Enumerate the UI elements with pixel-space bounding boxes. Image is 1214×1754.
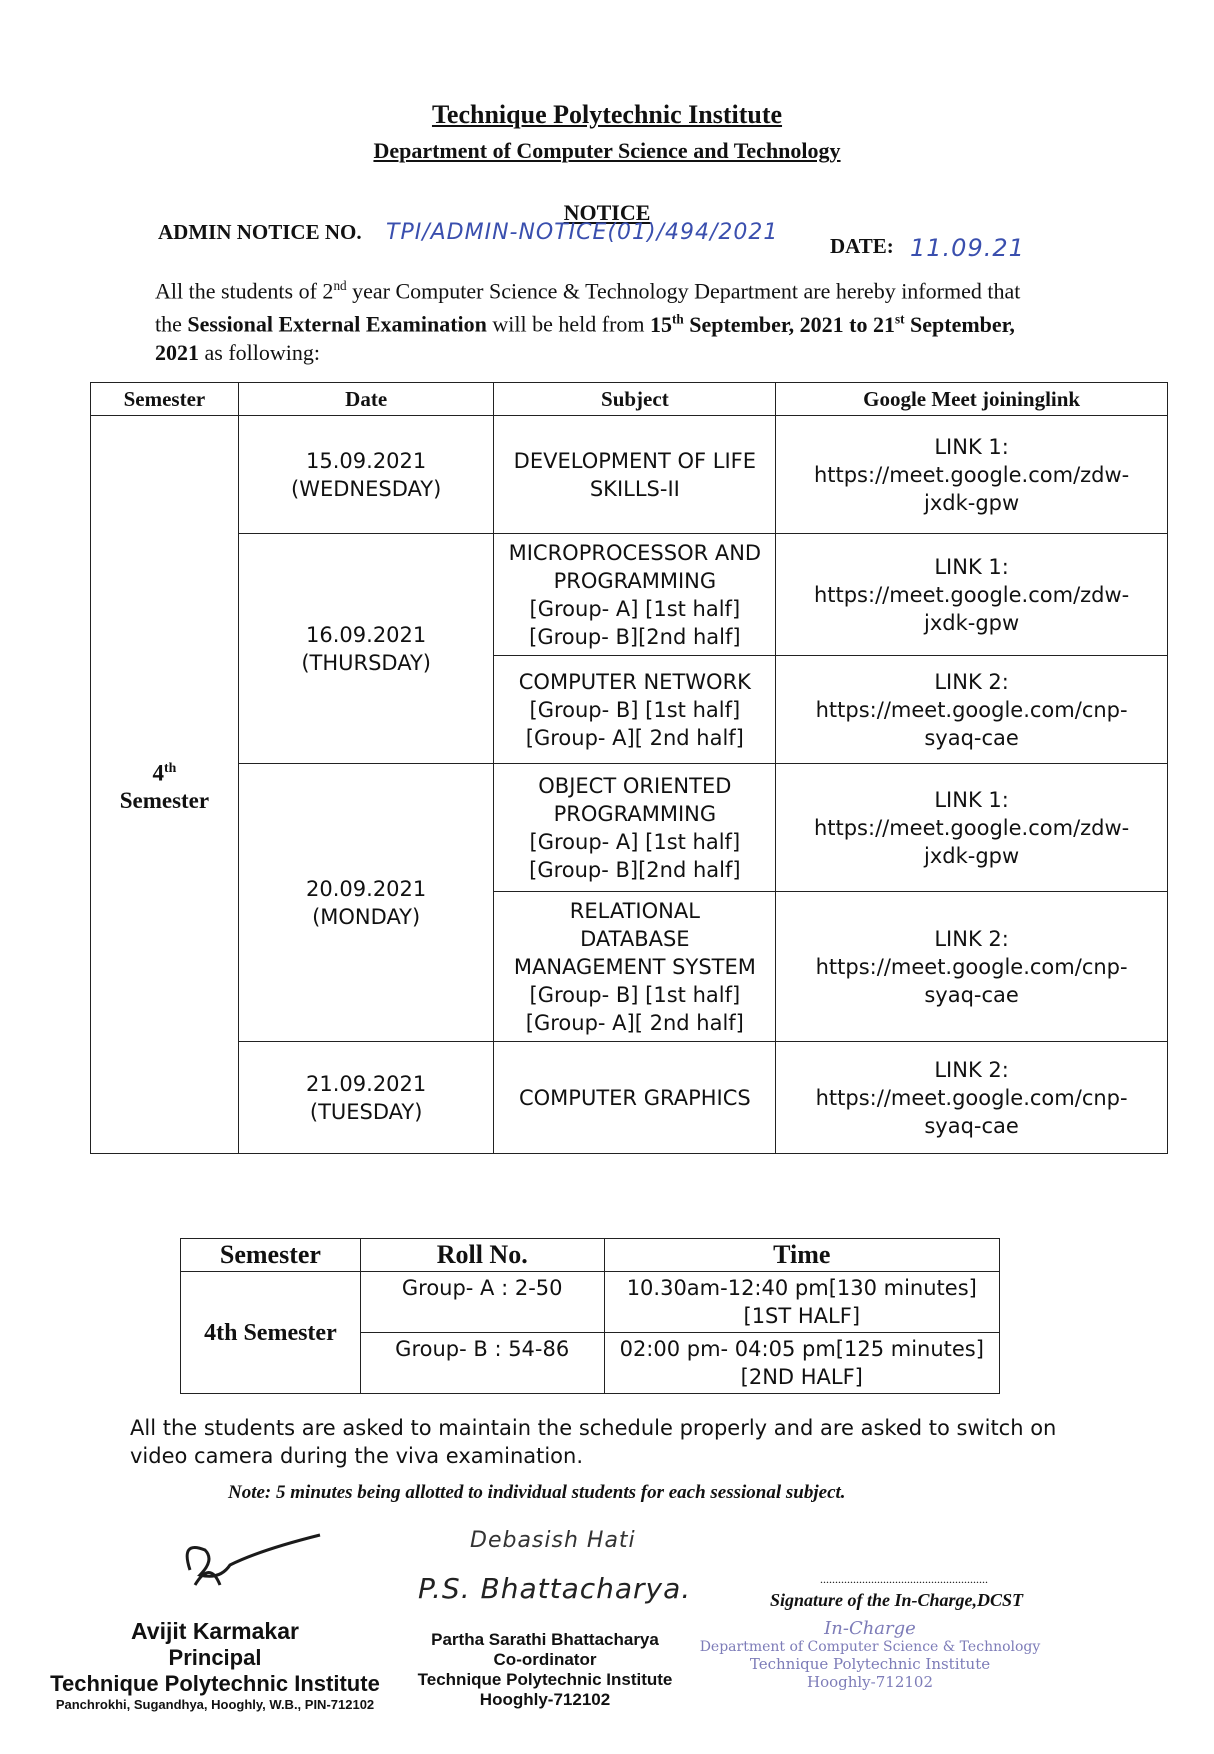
closing-paragraph (130, 1414, 1090, 1470)
notice-number-label: ADMIN NOTICE NO. (158, 220, 362, 244)
coordinator-name: Partha Sarathi Bhattacharya (431, 1630, 659, 1649)
principal-org: Technique Polytechnic Institute (50, 1671, 380, 1696)
meet-link-cell[interactable]: LINK 2: https://meet.google.com/cnp- syaq-cae (776, 656, 1168, 764)
col-header-subject: Subject (494, 383, 776, 416)
meet-link-cell[interactable]: LINK 1: https://meet.google.com/zdw- jxdk-gpw (776, 534, 1168, 656)
roll-cell: Group- B : 54-86 (360, 1333, 604, 1394)
col-header-time: Time (604, 1239, 999, 1272)
institute-title: Technique Polytechnic Institute (431, 100, 783, 129)
roll-cell: Group- A : 2-50 (360, 1272, 604, 1333)
note-text: Note: 5 minutes being allotted to individual students for each sessional subject. (228, 1482, 846, 1503)
table-row (91, 1042, 1168, 1154)
date-value: 11.09.21 (910, 234, 1025, 262)
intro-line-2: the Sessional External Examination will be held from 15th September, 2021 to 21st September, (155, 311, 1015, 337)
exam-schedule-table (90, 382, 1168, 1154)
slot-header-row (181, 1239, 1000, 1272)
closing-line-1: All the students are asked to maintain the schedule properly and are asked to switch on (130, 1416, 1057, 1440)
incharge-signature-label: Signature of the In-Charge,DCST (770, 1590, 1024, 1610)
subject-cell: DEVELOPMENT OF LIFE SKILLS-II (494, 416, 776, 534)
time-slot-table (180, 1238, 1000, 1394)
principal-name: Avijit Karmakar (131, 1618, 299, 1644)
subject-cell: OBJECT ORIENTED PROGRAMMING [Group- A] [1st half] [Group- B][2nd half] (494, 764, 776, 892)
stamp-org: Technique Polytechnic Institute (749, 1655, 991, 1673)
intro-line-3: 2021 as following: (155, 339, 320, 365)
coordinator-org: Technique Polytechnic Institute (417, 1670, 673, 1689)
time-cell: 02:00 pm- 04:05 pm[125 minutes] [2ND HALF] (604, 1333, 999, 1394)
slot-semester-cell: 4th Semester (181, 1272, 361, 1394)
notice-number-value: TPI/ADMIN-NOTICE(01)/494/2021 (386, 220, 779, 245)
subject-cell: COMPUTER GRAPHICS (494, 1042, 776, 1154)
principal-block (30, 1618, 400, 1712)
subject-cell: COMPUTER NETWORK [Group- B] [1st half] [Group- A][ 2nd half] (494, 656, 776, 764)
coordinator-block (400, 1630, 690, 1710)
col-header-semester: Semester (181, 1239, 361, 1272)
time-cell: 10.30am-12:40 pm[130 minutes] [1ST HALF] (604, 1272, 999, 1333)
schedule-header-row (91, 383, 1168, 416)
handwritten-name-top: Debasish Hati (470, 1528, 636, 1553)
table-row (91, 416, 1168, 534)
meet-link-cell[interactable]: LINK 1: https://meet.google.com/zdw- jxdk-gpw (776, 764, 1168, 892)
coordinator-signature: P.S. Bhattacharya. (418, 1572, 692, 1605)
principal-address: Panchrokhi, Sugandhya, Hooghly, W.B., PIN-712102 (55, 1697, 375, 1712)
signature-dots: ........................................................ (820, 1572, 988, 1586)
intro-paragraph (155, 272, 1155, 367)
table-row (91, 764, 1168, 892)
stamp-place: Hooghly-712102 (806, 1673, 933, 1691)
semester-cell: 4th Semester (91, 416, 239, 1154)
coordinator-title: Co-ordinator (493, 1650, 597, 1669)
col-header-roll-no: Roll No. (360, 1239, 604, 1272)
coordinator-place: Hooghly-712102 (479, 1690, 611, 1709)
date-cell: 15.09.2021 (WEDNESDAY) (238, 416, 494, 534)
date-cell: 20.09.2021 (MONDAY) (238, 764, 494, 1042)
department-title: Department of Computer Science and Technology (373, 138, 841, 163)
subject-cell: RELATIONAL DATABASE MANAGEMENT SYSTEM [Group- B] [1st half] [Group- A][ 2nd half] (494, 892, 776, 1042)
date-cell: 16.09.2021 (THURSDAY) (238, 534, 494, 764)
col-header-meet-link: Google Meet joininglink (776, 383, 1168, 416)
intro-line-1: All the students of 2nd year Computer Science & Technology Department are hereby informed that (155, 278, 1021, 304)
principal-signature-mark (170, 1530, 330, 1600)
col-header-date: Date (238, 383, 494, 416)
date-label: DATE: (830, 234, 894, 258)
stamp-department: Department of Computer Science & Technology (699, 1639, 1041, 1655)
notice-title: NOTICE (563, 200, 651, 225)
table-row (181, 1272, 1000, 1333)
closing-line-2: video camera during the viva examination. (130, 1444, 584, 1468)
subject-cell: MICROPROCESSOR AND PROGRAMMING [Group- A] [1st half] [Group- B][2nd half] (494, 534, 776, 656)
meet-link-cell[interactable]: LINK 2: https://meet.google.com/cnp- syaq-cae (776, 892, 1168, 1042)
col-header-semester: Semester (91, 383, 239, 416)
date-cell: 21.09.2021 (TUESDAY) (238, 1042, 494, 1154)
stamp-title: In-Charge (824, 1618, 916, 1639)
table-row (91, 534, 1168, 656)
principal-title: Principal (168, 1645, 262, 1670)
incharge-stamp (690, 1618, 1050, 1691)
meet-link-cell[interactable]: LINK 1: https://meet.google.com/zdw- jxdk-gpw (776, 416, 1168, 534)
meet-link-cell[interactable]: LINK 2: https://meet.google.com/cnp- syaq-cae (776, 1042, 1168, 1154)
